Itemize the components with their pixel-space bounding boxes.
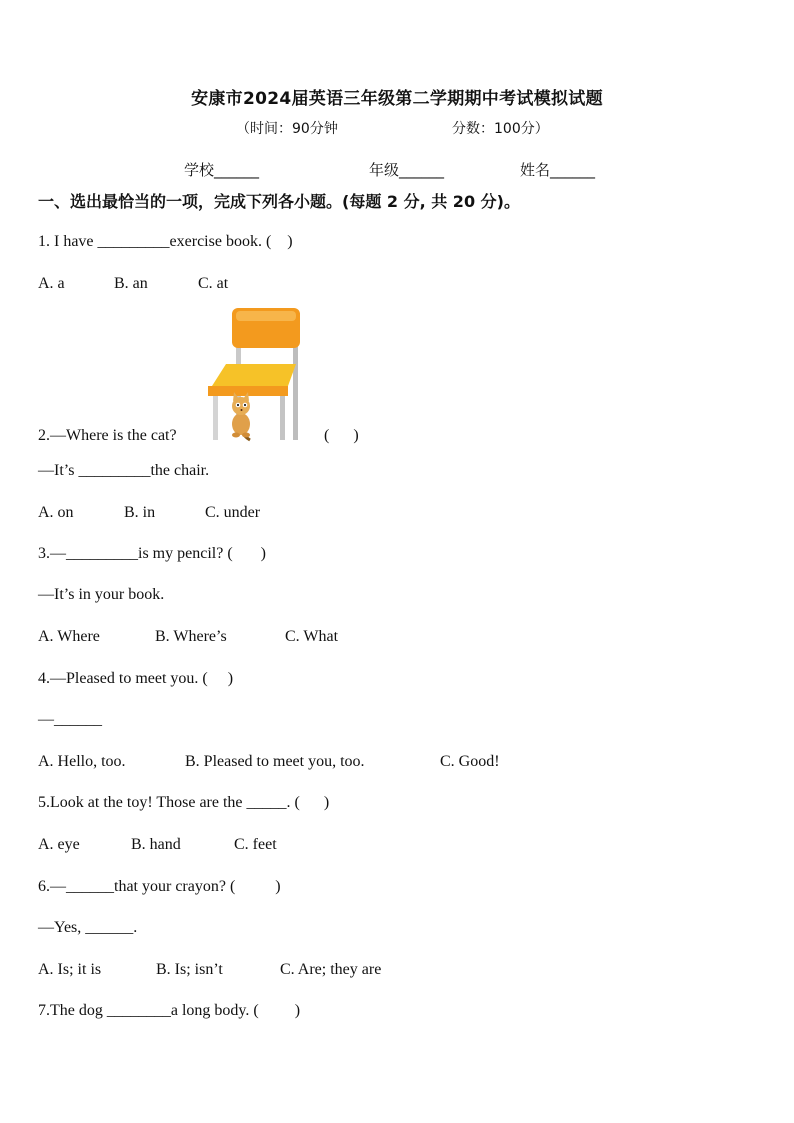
question-2-option-b: B. in	[124, 504, 156, 521]
chair-with-cat-illustration	[200, 302, 310, 447]
question-3-response: —It’s in your book.	[38, 586, 165, 603]
name-field: 姓名______	[520, 161, 596, 179]
exam-time: （时间：90分钟	[236, 121, 338, 137]
question-4-option-a: A. Hello, too.	[38, 753, 126, 770]
question-4-option-b: B. Pleased to meet you, too.	[185, 753, 365, 770]
question-5-option-c: C. feet	[234, 836, 277, 853]
question-2-answer-bracket: ( )	[324, 427, 359, 444]
school-field: 学校______	[184, 161, 260, 179]
question-4-response: —______	[38, 711, 102, 728]
question-6-response: —Yes, ______.	[38, 919, 138, 936]
question-5-stem: 5.Look at the toy! Those are the _____. ( )	[38, 794, 330, 811]
question-3-option-b: B. Where’s	[155, 628, 227, 645]
question-5-option-a: A. eye	[38, 836, 80, 853]
question-4-option-c: C. Good!	[440, 753, 500, 770]
question-3-option-c: C. What	[285, 628, 339, 645]
question-1-option-b: B. an	[114, 275, 148, 292]
question-6-stem: 6.—______that your crayon? ( )	[38, 878, 281, 895]
question-1-stem: 1. I have _________exercise book. ( )	[38, 233, 293, 250]
question-6-option-a: A. Is; it is	[38, 961, 102, 978]
question-3-option-a: A. Where	[38, 628, 100, 645]
exam-score: 分数：100分）	[452, 121, 549, 137]
question-3-stem: 3.—_________is my pencil? ( )	[38, 545, 266, 562]
question-5-option-b: B. hand	[131, 836, 181, 853]
section-heading: 一、选出最恰当的一项，完成下列各小题。(每题 2 分, 共 20 分)。	[38, 192, 520, 211]
question-2-option-c: C. under	[205, 504, 261, 521]
question-1-option-a: A. a	[38, 275, 65, 292]
question-4-stem: 4.—Pleased to meet you. ( )	[38, 670, 234, 687]
question-2-option-a: A. on	[38, 504, 74, 521]
question-2-response: —It’s _________the chair.	[38, 462, 210, 479]
question-2-stem: 2.—Where is the cat?	[38, 427, 177, 444]
question-1-option-c: C. at	[198, 275, 229, 292]
grade-field: 年级______	[369, 161, 445, 179]
page-title: 安康市2024届英语三年级第二学期期中考试模拟试题	[191, 89, 603, 109]
question-7-stem: 7.The dog ________a long body. ( )	[38, 1002, 301, 1019]
question-6-option-c: C. Are; they are	[280, 961, 382, 978]
question-6-option-b: B. Is; isn’t	[156, 961, 223, 978]
